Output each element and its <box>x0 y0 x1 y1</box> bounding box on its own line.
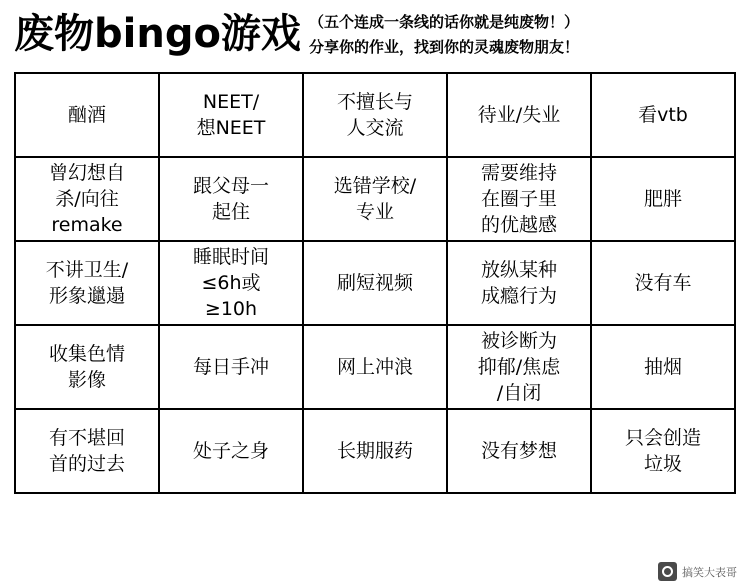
bingo-cell[interactable]: 没有车 <box>591 241 735 325</box>
page-header <box>14 8 739 70</box>
bingo-cell[interactable]: 长期服药 <box>303 409 447 493</box>
bingo-cell[interactable]: 每日手冲 <box>159 325 303 409</box>
bingo-cell[interactable]: NEET/ 想NEET <box>159 73 303 157</box>
bingo-cell[interactable]: 收集色情 影像 <box>15 325 159 409</box>
table-row <box>15 325 735 409</box>
bingo-cell[interactable]: 抽烟 <box>591 325 735 409</box>
bingo-cell[interactable]: 放纵某种 成瘾行为 <box>447 241 591 325</box>
bingo-cell[interactable]: 没有梦想 <box>447 409 591 493</box>
page-title: 废物bingo游戏 <box>14 11 301 57</box>
bingo-cell[interactable]: 看vtb <box>591 73 735 157</box>
bingo-cell[interactable]: 选错学校/ 专业 <box>303 157 447 241</box>
watermark-text: 搞笑大表哥 <box>682 565 737 579</box>
bingo-cell[interactable]: 不讲卫生/ 形象邋遢 <box>15 241 159 325</box>
bingo-grid <box>14 72 736 494</box>
bingo-cell[interactable]: 被诊断为 抑郁/焦虑 /自闭 <box>447 325 591 409</box>
round-logo-icon <box>658 562 677 581</box>
table-row <box>15 157 735 241</box>
bingo-cell[interactable]: 肥胖 <box>591 157 735 241</box>
bingo-cell[interactable]: 酗酒 <box>15 73 159 157</box>
table-row <box>15 73 735 157</box>
bingo-cell[interactable]: 刷短视频 <box>303 241 447 325</box>
bingo-cell[interactable]: 处子之身 <box>159 409 303 493</box>
table-row <box>15 241 735 325</box>
bingo-cell[interactable]: 不擅长与 人交流 <box>303 73 447 157</box>
bingo-cell[interactable]: 跟父母一 起住 <box>159 157 303 241</box>
bingo-cell[interactable]: 只会创造 垃圾 <box>591 409 735 493</box>
subtitle-line-2: 分享你的作业，找到你的灵魂废物朋友！ <box>308 38 579 56</box>
bingo-cell[interactable]: 曾幻想自 杀/向往 remake <box>15 157 159 241</box>
bingo-cell[interactable]: 网上冲浪 <box>303 325 447 409</box>
bingo-grid-body <box>15 73 735 493</box>
page-subtitle <box>309 10 579 60</box>
subtitle-line-1: （五个连成一条线的话你就是纯废物！） <box>308 13 579 31</box>
bingo-cell[interactable]: 需要维持 在圈子里 的优越感 <box>447 157 591 241</box>
bingo-cell[interactable]: 睡眠时间 ≤6h或 ≥10h <box>159 241 303 325</box>
bingo-cell[interactable]: 有不堪回 首的过去 <box>15 409 159 493</box>
table-row <box>15 409 735 493</box>
watermark <box>658 562 737 581</box>
bingo-cell[interactable]: 待业/失业 <box>447 73 591 157</box>
